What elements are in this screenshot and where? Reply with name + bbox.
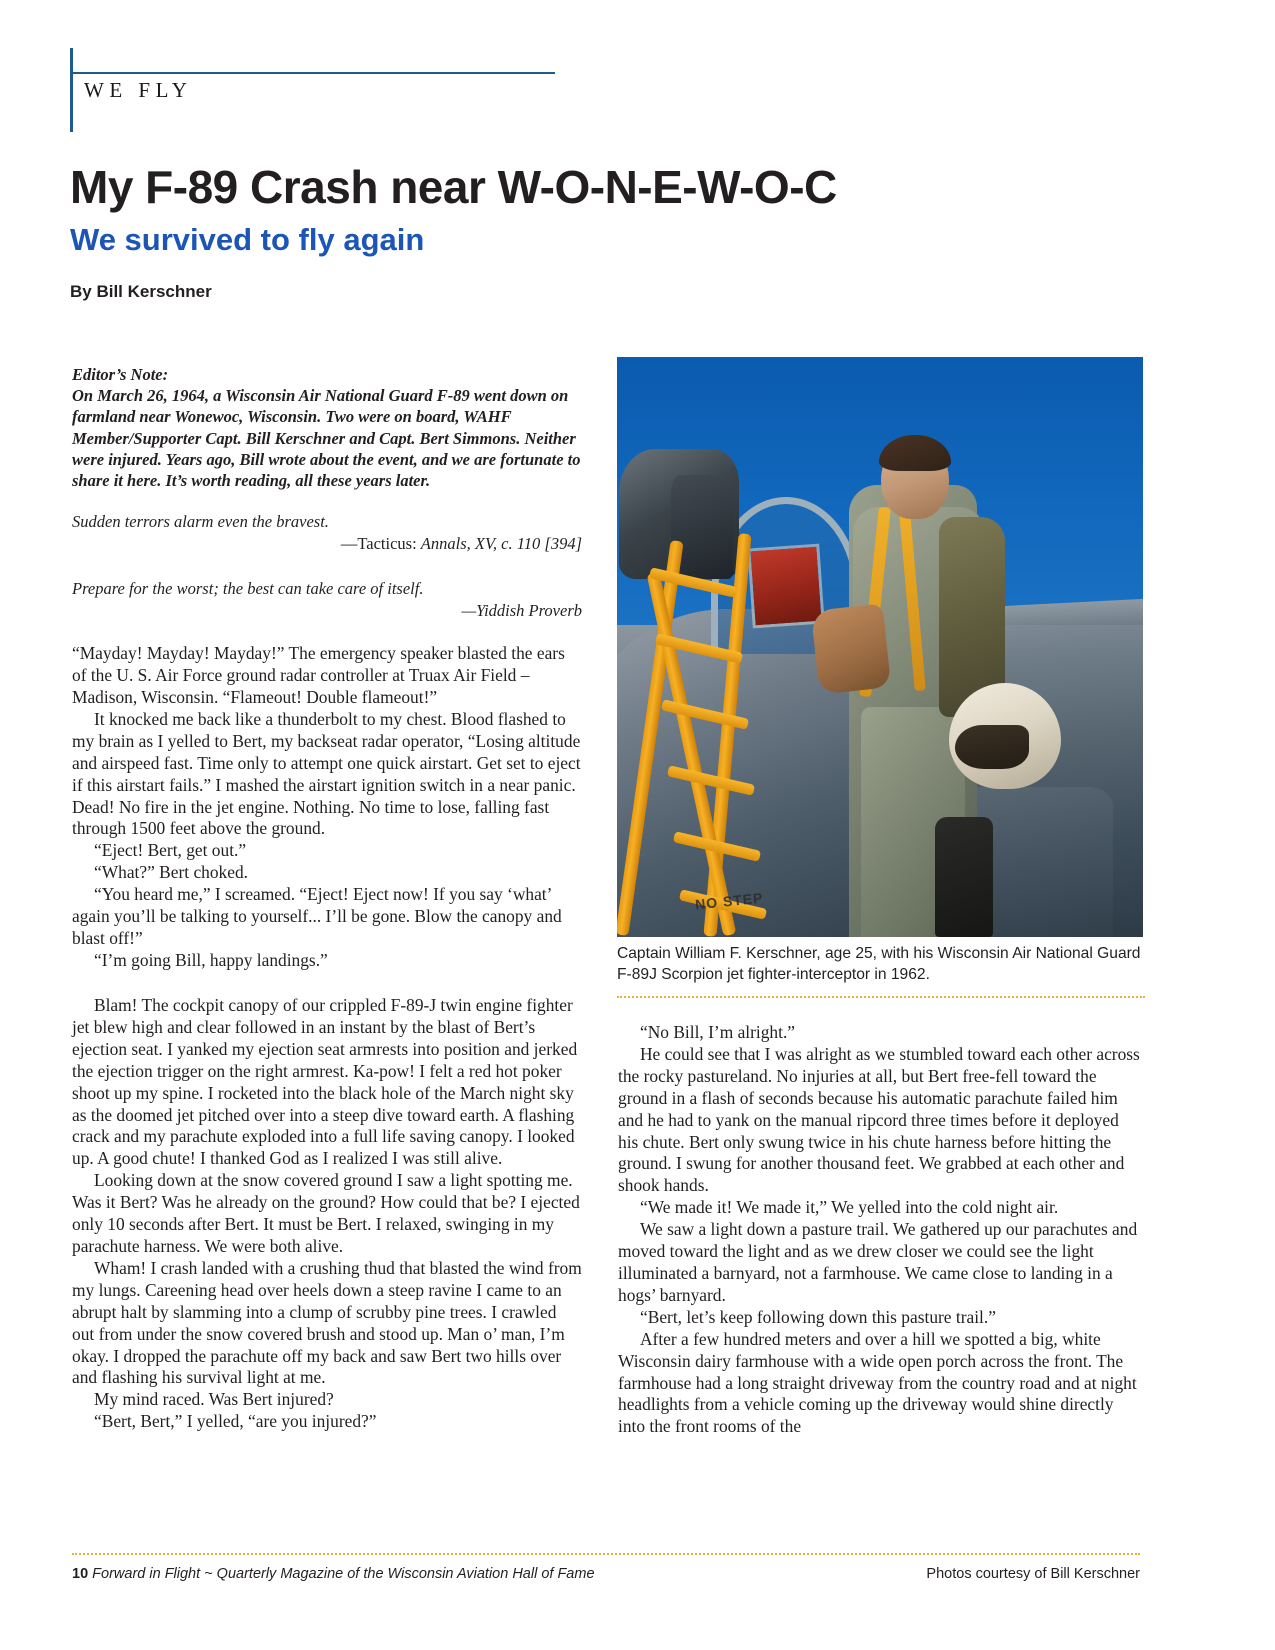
caption-divider bbox=[617, 996, 1145, 998]
epigraph-2 bbox=[72, 578, 582, 621]
body-text-right-lower bbox=[618, 1022, 1140, 1438]
photo-canvas bbox=[617, 357, 1143, 937]
article-subhead: We survived to fly again bbox=[70, 222, 425, 257]
pilot-gloves bbox=[811, 603, 891, 694]
paragraph: It knocked me back like a thunderbolt to my chest. Blood flashed to my brain as I yelled to Bert, my backseat radar operator, “Losing altitude and airspeed fast. Time only to attempt one quick airstart. Get set to eject if this airstart fails.” I mashed the airstart ignition switch in a near panic. Dead! No fire in the jet engine. Nothing. No time to lose, falling fast through 1500 feet above the ground. bbox=[72, 708, 581, 839]
flight-helmet-visor bbox=[955, 725, 1029, 769]
running-head-horizontal-rule bbox=[70, 72, 555, 74]
article-photo bbox=[617, 357, 1143, 937]
running-head-label: WE FLY bbox=[84, 78, 193, 102]
epigraph-1-attr-prefix: —Tacticus: bbox=[340, 533, 421, 553]
paragraph: He could see that I was alright as we stumbled toward each other across the rocky pastureland. No injuries at all, but Bert free-fell toward the ground in a flash of seconds because his automatic parachute failed him and he had to yank on the manual ripcord three times before it deployed his chute. Bert only swung twice in his chute harness before hitting the ground. I swung for another thousand feet. We grabbed at each other and shook hands. bbox=[618, 1043, 1140, 1196]
ladder-step bbox=[667, 765, 755, 796]
paragraph: Looking down at the snow covered ground I saw a light spotting me. Was it Bert? Was he already on the ground? How could that be? I ejected only 10 seconds after Bert. It must be Bert. I relaxed, swinging in my parachute harness. We were both alive. bbox=[72, 1170, 580, 1256]
photo-caption: Captain William F. Kerschner, age 25, with his Wisconsin Air National Guard F-89J Scorpion jet fighter-interceptor in 1962. bbox=[617, 945, 1141, 983]
paragraph: “I’m going Bill, happy landings.” bbox=[94, 949, 328, 970]
article-byline: By Bill Kerschner bbox=[70, 282, 212, 301]
body-text-left-lower bbox=[72, 995, 582, 1433]
paragraph: “No Bill, I’m alright.” bbox=[640, 1022, 796, 1042]
paragraph: My mind raced. Was Bert injured? bbox=[94, 1389, 334, 1410]
left-column-upper bbox=[72, 364, 582, 972]
page-number: 10 bbox=[72, 1566, 89, 1582]
paragraph: After a few hundred meters and over a hill we spotted a big, white Wisconsin dairy farmhouse with a wide open porch across the front. The farmhouse had a long straight driveway from the country road and at night headlights from a vehicle coming up the driveway would shine directly into the front rooms of the bbox=[618, 1328, 1137, 1437]
no-step-stencil: NO STEP bbox=[694, 889, 765, 913]
running-head-vertical-rule bbox=[70, 48, 73, 132]
paragraph: “Bert, let’s keep following down this pasture trail.” bbox=[640, 1306, 996, 1327]
paragraph: “Eject! Bert, get out.” bbox=[94, 840, 247, 861]
epigraph-1 bbox=[72, 511, 582, 554]
paragraph: “You heard me,” I screamed. “Eject! Eject now! If you say ‘what’ again you’ll be talking to yourself... I’ll be gone. Blow the canopy and blast off!” bbox=[72, 884, 562, 948]
pilot-boot bbox=[935, 817, 993, 937]
footer-photo-credit: Photos courtesy of Bill Kerschner bbox=[926, 1566, 1140, 1582]
paragraph: Blam! The cockpit canopy of our crippled F-89-J twin engine fighter jet blew high and clear followed in an instant by the blast of Bert’s ejection seat. I yanked my ejection seat armrests into position and jerked the ejection trigger on the right armrest. Ka-pow! I felt a red hot poker shoot up my spine. I rocketed into the black hole of the March night sky as the doomed jet pitched over into a steep dive toward earth. A flashing crack and my parachute exploded into a full life saving canopy. I looked up. A good chute! I thanked God as I realized I was still alive. bbox=[72, 995, 578, 1169]
footer-left bbox=[72, 1566, 595, 1582]
epigraph-1-attribution bbox=[72, 533, 582, 555]
body-text-left-upper bbox=[72, 643, 582, 972]
paragraph: “We made it! We made it,” We yelled into the cold night air. bbox=[640, 1197, 1059, 1218]
paragraph: “Mayday! Mayday! Mayday!” The emergency speaker blasted the ears of the U. S. Air Force ground radar controller at Truax Air Field – Madison, Wisconsin. “Flameout! Double flameout!” bbox=[72, 643, 565, 708]
paragraph: “What?” Bert choked. bbox=[94, 862, 249, 883]
boarding-ladder bbox=[627, 539, 813, 937]
paragraph: We saw a light down a pasture trail. We gathered up our parachutes and moved toward the light and as we drew closer we could see the light illuminated a barnyard, not a farmhouse. We came close to landing in a hogs’ barnyard. bbox=[618, 1219, 1138, 1305]
epigraph-1-text: Sudden terrors alarm even the bravest. bbox=[72, 512, 329, 532]
footer-divider bbox=[72, 1553, 1140, 1555]
editors-note-heading: Editor’s Note: bbox=[72, 365, 169, 384]
article-headline: My F-89 Crash near W-O-N-E-W-O-C bbox=[70, 161, 837, 213]
epigraph-2-text: Prepare for the worst; the best can take care of itself. bbox=[72, 579, 424, 599]
paragraph: “Bert, Bert,” I yelled, “are you injured?” bbox=[94, 1411, 377, 1432]
running-head bbox=[70, 48, 570, 138]
ladder-rail bbox=[617, 540, 684, 936]
epigraph-2-attribution bbox=[72, 600, 582, 622]
epigraph-2-attr-italic: —Yiddish Proverb bbox=[461, 600, 582, 620]
paragraph: Wham! I crash landed with a crushing thud that blasted the wind from my lungs. Careening head over heels down a steep ravine I came to an abrupt halt by slamming into a clump of scrubby pine trees. I crawled out from under the snow covered brush and stood up. Man o’ man, I’m okay. I dropped the parachute off my back and saw Bert two hills over and flashing his survival light at me. bbox=[72, 1257, 582, 1388]
epigraph-1-attr-rest: XV, c. 110 [394] bbox=[470, 533, 582, 553]
epigraph-1-attr-italic: Annals, bbox=[420, 533, 471, 553]
editors-note bbox=[72, 364, 582, 491]
editors-note-body: On March 26, 1964, a Wisconsin Air National Guard F-89 went down on farmland near Wonewoc, Wisconsin. Two were on board, WAHF Member/Supporter Capt. Bill Kerschner and Capt. Bert Simmons. Neither were injured. Years ago, Bill wrote about the event, and we are fortunate to share it here. It’s worth reading, all these years later. bbox=[72, 386, 581, 491]
publication-name: Forward in Flight ~ Quarterly Magazine of the Wisconsin Aviation Hall of Fame bbox=[92, 1566, 595, 1582]
